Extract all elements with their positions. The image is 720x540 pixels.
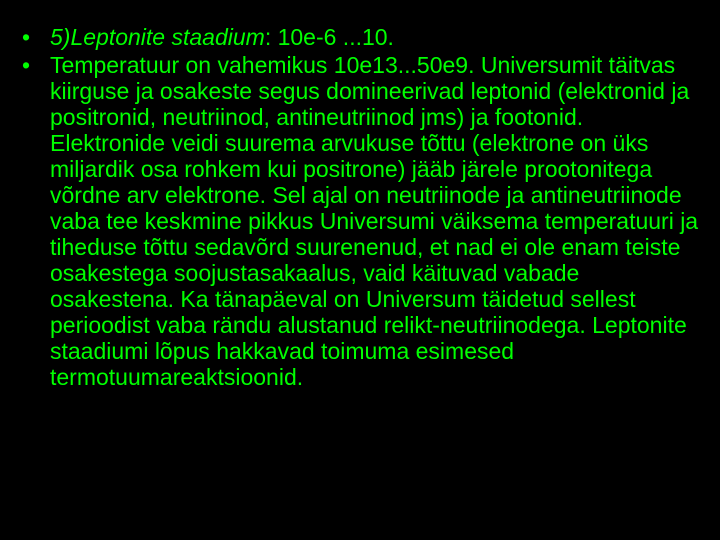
stage-colon: :: [264, 24, 272, 50]
bullet-icon: •: [22, 52, 31, 78]
bullet-item-description: [22, 52, 702, 390]
bullet-list: [22, 24, 702, 392]
bullet-item-leptonite-stage: [22, 24, 702, 50]
stage-term: 5)Leptonite staadium: [50, 24, 265, 50]
description-text: Temperatuur on vahemikus 10e13...50e9. Universumit täitvas kiirguse ja osakeste segus domineerivad leptonid (elektronid ja positronid, neutriinod, antineutriinod jms) ja footonid. Elektronide veidi suurema arvukuse tõttu (elektrone on üks miljardik osa rohkem kui positrone) jääb järele prootonitega võrdne arv elektrone. Sel ajal on neutriinode ja antineutriinode vaba tee keskmine pikkus Universumi väiksema temperatuuri ja tiheduse tõttu sedavõrd suurenenud, et nad ei ole enam teiste osakestega soojustasakaalus, vaid käituvad vabade osakestena. Ka tänapäeval on Universum täidetud sellest perioodist vaba rändu alustanud relikt-neutriinodega. Leptonite staadiumi lõpus hakkavad toimuma esimesed termotuumareaktsioonid.: [50, 52, 699, 390]
stage-range: 10e-6 ...10.: [271, 24, 394, 50]
bullet-icon: •: [22, 24, 31, 50]
